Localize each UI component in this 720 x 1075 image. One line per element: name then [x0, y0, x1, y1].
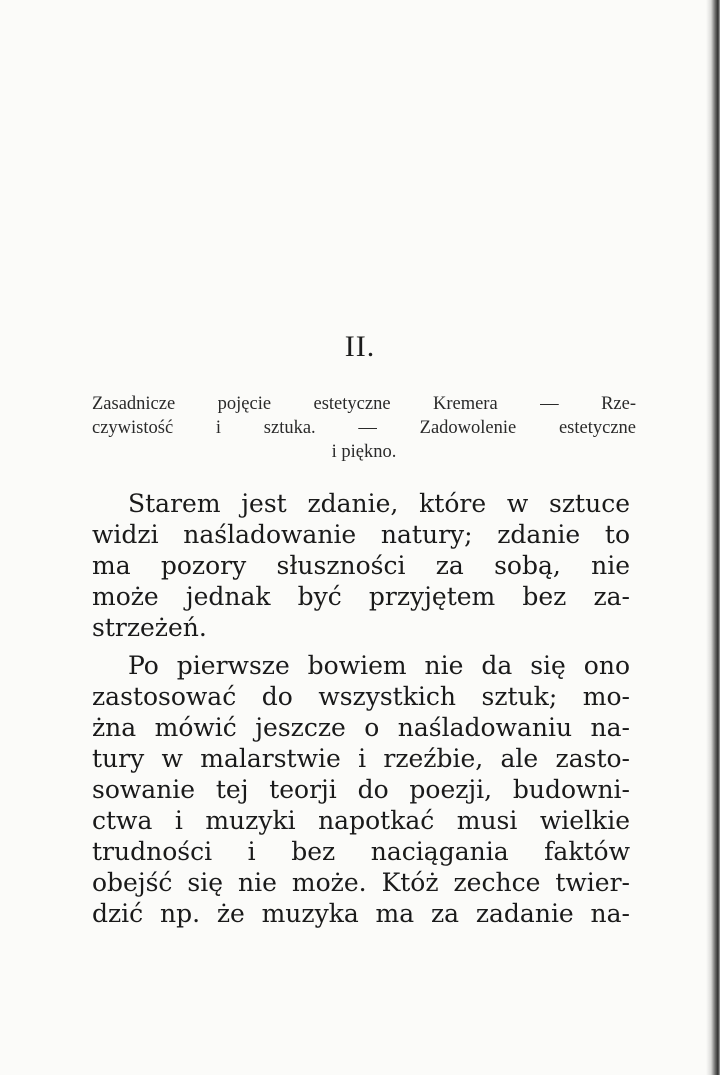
summary-line: Zasadnicze pojęcie estetyczne Kremera — Rze- [92, 394, 636, 414]
summary-line: i piękno. [331, 442, 397, 462]
paragraph-2 [92, 650, 630, 929]
paragraph-line: ctwa i muzyki napotkać musi wielkie [92, 806, 630, 835]
paragraph-line: widzi naśladowanie natury; zdanie to [92, 520, 630, 549]
paragraph-line: obejść się nie może. Któż zechce twier- [92, 868, 630, 897]
paragraph-line: żna mówić jeszcze o naśladowaniu na- [92, 713, 630, 742]
paragraph-line: Starem jest zdanie, które w sztuce [128, 489, 630, 518]
paragraph-line: tury w malarstwie i rzeźbie, ale zasto- [92, 744, 630, 773]
paragraph-line: sowanie tej teorji do poezji, budowni- [92, 775, 630, 804]
chapter-number: II. [344, 330, 376, 363]
paragraph-line: zastosować do wszystkich sztuk; mo- [92, 682, 630, 711]
paragraph-line: trudności i bez naciągania faktów [92, 837, 630, 866]
chapter-summary [92, 392, 636, 464]
paragraph-line: ma pozory słuszności za sobą, nie [92, 551, 630, 580]
paragraph-line: dzić np. że muzyka ma za zadanie na- [92, 899, 630, 928]
paragraph-line: strzeżeń. [92, 613, 207, 642]
paragraph-line: Po pierwsze bowiem nie da się ono [128, 651, 630, 680]
page-edge-shadow [706, 0, 720, 1075]
paragraph-line: może jednak być przyjętem bez za- [92, 582, 630, 611]
paragraph-1 [92, 488, 630, 643]
summary-line: czywistość i sztuka. — Zadowolenie estetyczne [92, 418, 636, 438]
